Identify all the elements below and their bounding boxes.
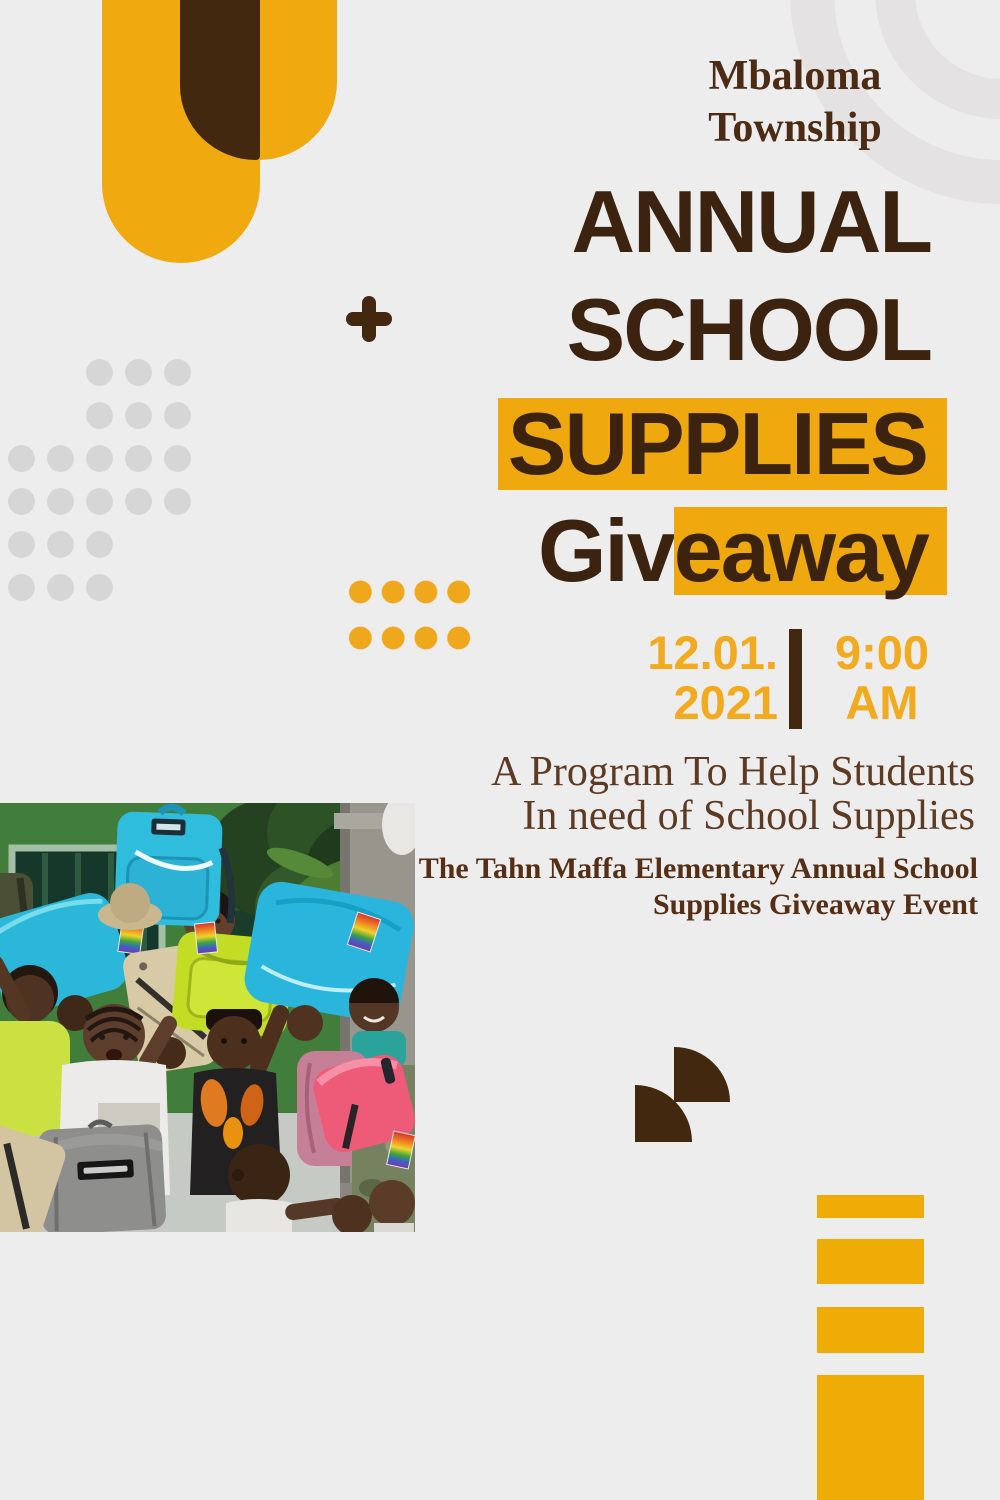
date-line1: 12.01. — [647, 626, 778, 679]
yellow-bars-decoration — [817, 1195, 924, 1218]
date-time-divider — [789, 629, 802, 729]
event-name-line1: The Tahn Maffa Elementary Annual School — [418, 852, 978, 885]
tagline-line2: In need of School Supplies — [522, 793, 975, 839]
gray-dots-pattern — [2, 523, 119, 609]
date-label — [647, 628, 778, 728]
event-photo — [0, 803, 415, 1232]
township-label — [600, 50, 990, 154]
yellow-bars-decoration — [817, 1239, 924, 1284]
township-line1: Mbaloma — [708, 53, 882, 99]
giveaway-plain-part: Giv — [537, 501, 674, 600]
township-line2: Township — [708, 105, 882, 151]
yellow-bars-decoration — [817, 1307, 924, 1353]
event-name-line2: Supplies Giveaway Event — [652, 888, 978, 921]
headline — [498, 168, 947, 600]
time-line1: 9:00 — [834, 626, 930, 679]
gray-dots-pattern — [80, 351, 197, 437]
tagline — [491, 750, 975, 838]
headline-line-supplies — [498, 393, 947, 495]
yellow-bars-decoration — [817, 1375, 924, 1500]
time-label — [827, 628, 937, 728]
headline-line-giveaway — [537, 501, 947, 600]
headline-line-annual: ANNUAL — [571, 172, 931, 271]
headline-line-school: SCHOOL — [566, 280, 931, 379]
quarter-circle-decoration — [674, 1047, 730, 1102]
plus-icon — [346, 296, 392, 342]
yellow-dots-pattern — [344, 569, 475, 661]
giveaway-highlight-part: eaway — [674, 507, 947, 595]
time-line2: AM — [845, 676, 919, 729]
date-line2: 2021 — [673, 676, 778, 729]
event-name — [419, 851, 978, 923]
supplies-highlight: SUPPLIES — [498, 398, 947, 490]
tagline-line1: A Program To Help Students — [491, 749, 975, 795]
gray-dots-pattern — [2, 437, 197, 523]
